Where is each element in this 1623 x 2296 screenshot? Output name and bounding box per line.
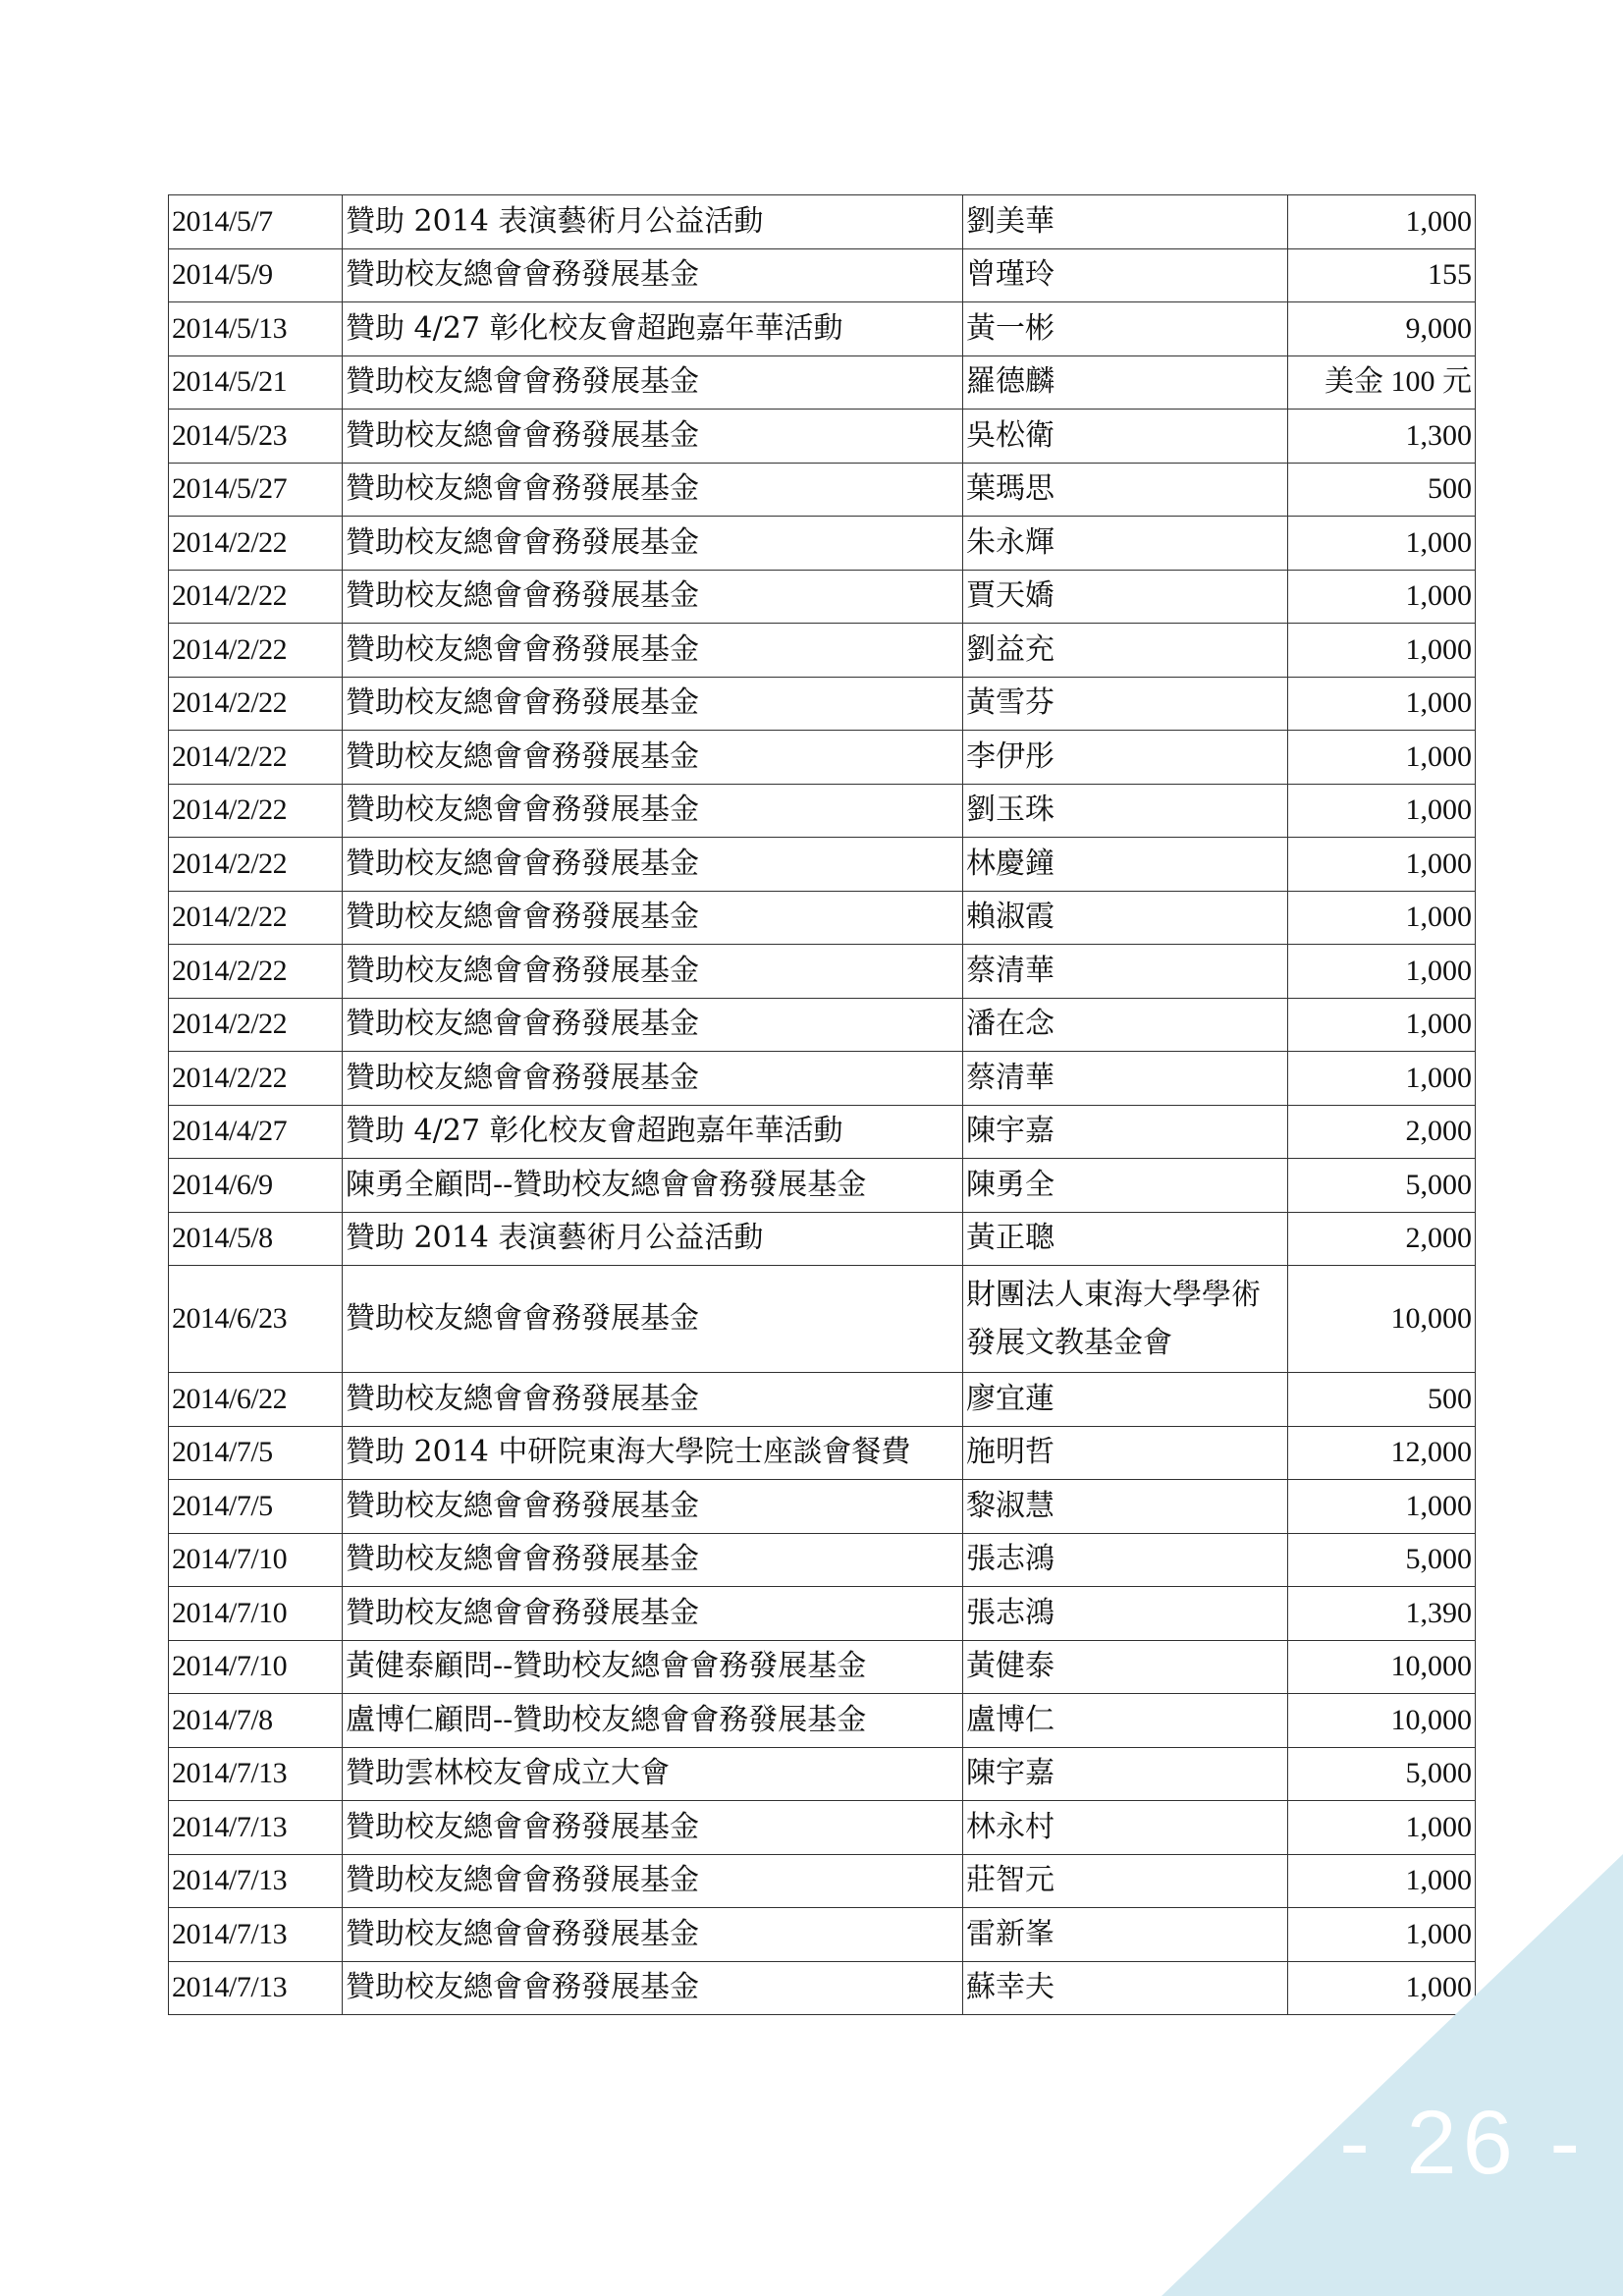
donor-cell: 賴淑霞 bbox=[963, 891, 1288, 945]
amount-cell: 1,000 bbox=[1288, 1052, 1476, 1106]
amount-cell: 1,300 bbox=[1288, 410, 1476, 464]
amount-cell: 2,000 bbox=[1288, 1212, 1476, 1266]
table-row bbox=[169, 1694, 1476, 1748]
purpose-cell: 贊助校友總會會務發展基金 bbox=[343, 838, 963, 892]
table-row bbox=[169, 302, 1476, 356]
donor-cell: 廖宜蓮 bbox=[963, 1373, 1288, 1427]
amount-cell: 1,000 bbox=[1288, 1854, 1476, 1908]
table-row bbox=[169, 1373, 1476, 1427]
donation-table-body bbox=[169, 195, 1476, 2015]
corner-decoration bbox=[1162, 1854, 1623, 2296]
table-row bbox=[169, 891, 1476, 945]
amount-cell: 2,000 bbox=[1288, 1105, 1476, 1159]
date-cell: 2014/5/21 bbox=[169, 355, 343, 410]
purpose-cell: 盧博仁顧問--贊助校友總會會務發展基金 bbox=[343, 1694, 963, 1748]
purpose-cell: 贊助 2014 中研院東海大學院士座談會餐費 bbox=[343, 1426, 963, 1480]
purpose-cell: 贊助 2014 表演藝術月公益活動 bbox=[343, 1212, 963, 1266]
donor-cell: 黃一彬 bbox=[963, 302, 1288, 356]
date-cell: 2014/5/23 bbox=[169, 410, 343, 464]
date-cell: 2014/2/22 bbox=[169, 731, 343, 785]
purpose-cell: 贊助校友總會會務發展基金 bbox=[343, 1854, 963, 1908]
date-cell: 2014/6/22 bbox=[169, 1373, 343, 1427]
date-cell: 2014/5/13 bbox=[169, 302, 343, 356]
purpose-cell: 黃健泰顧問--贊助校友總會會務發展基金 bbox=[343, 1640, 963, 1694]
purpose-cell: 贊助校友總會會務發展基金 bbox=[343, 1533, 963, 1587]
donor-cell: 黃健泰 bbox=[963, 1640, 1288, 1694]
amount-cell: 10,000 bbox=[1288, 1640, 1476, 1694]
date-cell: 2014/6/9 bbox=[169, 1159, 343, 1213]
table-row bbox=[169, 838, 1476, 892]
amount-cell: 1,000 bbox=[1288, 891, 1476, 945]
purpose-cell: 贊助校友總會會務發展基金 bbox=[343, 463, 963, 517]
amount-cell: 500 bbox=[1288, 463, 1476, 517]
donor-cell: 陳宇嘉 bbox=[963, 1105, 1288, 1159]
amount-cell: 1,390 bbox=[1288, 1587, 1476, 1641]
donor-cell: 施明哲 bbox=[963, 1426, 1288, 1480]
purpose-cell: 贊助校友總會會務發展基金 bbox=[343, 1052, 963, 1106]
amount-cell: 155 bbox=[1288, 248, 1476, 302]
table-row bbox=[169, 945, 1476, 999]
date-cell: 2014/7/10 bbox=[169, 1587, 343, 1641]
purpose-cell: 贊助校友總會會務發展基金 bbox=[343, 891, 963, 945]
table-row bbox=[169, 1052, 1476, 1106]
table-row bbox=[169, 248, 1476, 302]
date-cell: 2014/7/13 bbox=[169, 1747, 343, 1801]
amount-cell: 美金 100 元 bbox=[1288, 355, 1476, 410]
amount-cell: 1,000 bbox=[1288, 677, 1476, 731]
table-row bbox=[169, 463, 1476, 517]
donor-cell: 莊智元 bbox=[963, 1854, 1288, 1908]
table-row bbox=[169, 355, 1476, 410]
donor-cell: 黎淑慧 bbox=[963, 1480, 1288, 1534]
date-cell: 2014/7/8 bbox=[169, 1694, 343, 1748]
donor-cell: 財團法人東海大學學術發展文教基金會 bbox=[963, 1266, 1288, 1373]
date-cell: 2014/2/22 bbox=[169, 945, 343, 999]
purpose-cell: 贊助校友總會會務發展基金 bbox=[343, 1373, 963, 1427]
donor-cell: 羅德麟 bbox=[963, 355, 1288, 410]
amount-cell: 9,000 bbox=[1288, 302, 1476, 356]
donor-cell: 曾瑾玲 bbox=[963, 248, 1288, 302]
donor-cell: 林慶鐘 bbox=[963, 838, 1288, 892]
date-cell: 2014/7/13 bbox=[169, 1854, 343, 1908]
donor-cell: 陳宇嘉 bbox=[963, 1747, 1288, 1801]
table-row bbox=[169, 1747, 1476, 1801]
amount-cell: 10,000 bbox=[1288, 1266, 1476, 1373]
table-row bbox=[169, 1266, 1476, 1373]
donor-cell: 蔡清華 bbox=[963, 945, 1288, 999]
amount-cell: 5,000 bbox=[1288, 1159, 1476, 1213]
amount-cell: 1,000 bbox=[1288, 998, 1476, 1052]
donor-cell: 潘在念 bbox=[963, 998, 1288, 1052]
table-row bbox=[169, 1640, 1476, 1694]
purpose-cell: 贊助校友總會會務發展基金 bbox=[343, 1801, 963, 1855]
amount-cell: 1,000 bbox=[1288, 1961, 1476, 2015]
donor-cell: 朱永輝 bbox=[963, 517, 1288, 571]
purpose-cell: 贊助 2014 表演藝術月公益活動 bbox=[343, 195, 963, 249]
purpose-cell: 贊助校友總會會務發展基金 bbox=[343, 677, 963, 731]
table-row bbox=[169, 1426, 1476, 1480]
donor-cell: 張志鴻 bbox=[963, 1587, 1288, 1641]
date-cell: 2014/7/13 bbox=[169, 1801, 343, 1855]
date-cell: 2014/6/23 bbox=[169, 1266, 343, 1373]
table-row bbox=[169, 1587, 1476, 1641]
table-row bbox=[169, 410, 1476, 464]
purpose-cell: 贊助校友總會會務發展基金 bbox=[343, 410, 963, 464]
date-cell: 2014/7/5 bbox=[169, 1426, 343, 1480]
date-cell: 2014/2/22 bbox=[169, 1052, 343, 1106]
date-cell: 2014/2/22 bbox=[169, 677, 343, 731]
donor-cell: 張志鴻 bbox=[963, 1533, 1288, 1587]
table-row bbox=[169, 1801, 1476, 1855]
donor-cell: 蘇幸夫 bbox=[963, 1961, 1288, 2015]
amount-cell: 1,000 bbox=[1288, 1801, 1476, 1855]
purpose-cell: 贊助校友總會會務發展基金 bbox=[343, 945, 963, 999]
table-row bbox=[169, 1533, 1476, 1587]
amount-cell: 1,000 bbox=[1288, 624, 1476, 678]
donor-cell: 李伊彤 bbox=[963, 731, 1288, 785]
page-number: - 26 - bbox=[1339, 2093, 1586, 2193]
date-cell: 2014/5/27 bbox=[169, 463, 343, 517]
donor-cell: 黃正聰 bbox=[963, 1212, 1288, 1266]
amount-cell: 1,000 bbox=[1288, 945, 1476, 999]
donor-cell: 劉玉珠 bbox=[963, 784, 1288, 838]
table-row bbox=[169, 517, 1476, 571]
table-row bbox=[169, 1105, 1476, 1159]
donor-cell: 黃雪芬 bbox=[963, 677, 1288, 731]
table-row bbox=[169, 624, 1476, 678]
date-cell: 2014/2/22 bbox=[169, 891, 343, 945]
date-cell: 2014/2/22 bbox=[169, 784, 343, 838]
date-cell: 2014/2/22 bbox=[169, 517, 343, 571]
date-cell: 2014/5/9 bbox=[169, 248, 343, 302]
purpose-cell: 贊助校友總會會務發展基金 bbox=[343, 1266, 963, 1373]
amount-cell: 1,000 bbox=[1288, 731, 1476, 785]
table-row bbox=[169, 998, 1476, 1052]
purpose-cell: 贊助校友總會會務發展基金 bbox=[343, 570, 963, 624]
donor-cell: 賈天嬌 bbox=[963, 570, 1288, 624]
donation-table bbox=[168, 194, 1476, 2015]
purpose-cell: 贊助校友總會會務發展基金 bbox=[343, 355, 963, 410]
date-cell: 2014/2/22 bbox=[169, 998, 343, 1052]
date-cell: 2014/2/22 bbox=[169, 838, 343, 892]
amount-cell: 1,000 bbox=[1288, 195, 1476, 249]
purpose-cell: 贊助 4/27 彰化校友會超跑嘉年華活動 bbox=[343, 1105, 963, 1159]
amount-cell: 1,000 bbox=[1288, 1908, 1476, 1962]
table-row bbox=[169, 195, 1476, 249]
donor-cell: 林永村 bbox=[963, 1801, 1288, 1855]
amount-cell: 1,000 bbox=[1288, 838, 1476, 892]
purpose-cell: 贊助校友總會會務發展基金 bbox=[343, 784, 963, 838]
amount-cell: 5,000 bbox=[1288, 1533, 1476, 1587]
purpose-cell: 贊助校友總會會務發展基金 bbox=[343, 731, 963, 785]
table-row bbox=[169, 731, 1476, 785]
amount-cell: 1,000 bbox=[1288, 517, 1476, 571]
amount-cell: 5,000 bbox=[1288, 1747, 1476, 1801]
table-row bbox=[169, 1159, 1476, 1213]
table-row bbox=[169, 1212, 1476, 1266]
donor-cell: 劉美華 bbox=[963, 195, 1288, 249]
purpose-cell: 贊助 4/27 彰化校友會超跑嘉年華活動 bbox=[343, 302, 963, 356]
purpose-cell: 贊助校友總會會務發展基金 bbox=[343, 998, 963, 1052]
amount-cell: 10,000 bbox=[1288, 1694, 1476, 1748]
donor-cell: 葉瑪思 bbox=[963, 463, 1288, 517]
purpose-cell: 贊助校友總會會務發展基金 bbox=[343, 248, 963, 302]
table-row bbox=[169, 677, 1476, 731]
date-cell: 2014/2/22 bbox=[169, 624, 343, 678]
date-cell: 2014/7/10 bbox=[169, 1640, 343, 1694]
purpose-cell: 贊助校友總會會務發展基金 bbox=[343, 1961, 963, 2015]
purpose-cell: 贊助校友總會會務發展基金 bbox=[343, 1908, 963, 1962]
donor-cell: 陳勇全 bbox=[963, 1159, 1288, 1213]
date-cell: 2014/7/10 bbox=[169, 1533, 343, 1587]
table-row bbox=[169, 784, 1476, 838]
date-cell: 2014/5/8 bbox=[169, 1212, 343, 1266]
donor-cell: 盧博仁 bbox=[963, 1694, 1288, 1748]
date-cell: 2014/2/22 bbox=[169, 570, 343, 624]
amount-cell: 1,000 bbox=[1288, 570, 1476, 624]
date-cell: 2014/7/13 bbox=[169, 1961, 343, 2015]
amount-cell: 500 bbox=[1288, 1373, 1476, 1427]
purpose-cell: 贊助校友總會會務發展基金 bbox=[343, 517, 963, 571]
amount-cell: 1,000 bbox=[1288, 784, 1476, 838]
amount-cell: 12,000 bbox=[1288, 1426, 1476, 1480]
table-row bbox=[169, 1480, 1476, 1534]
donor-cell: 蔡清華 bbox=[963, 1052, 1288, 1106]
donor-cell: 雷新峯 bbox=[963, 1908, 1288, 1962]
amount-cell: 1,000 bbox=[1288, 1480, 1476, 1534]
purpose-cell: 贊助雲林校友會成立大會 bbox=[343, 1747, 963, 1801]
purpose-cell: 陳勇全顧問--贊助校友總會會務發展基金 bbox=[343, 1159, 963, 1213]
date-cell: 2014/5/7 bbox=[169, 195, 343, 249]
date-cell: 2014/7/13 bbox=[169, 1908, 343, 1962]
date-cell: 2014/4/27 bbox=[169, 1105, 343, 1159]
purpose-cell: 贊助校友總會會務發展基金 bbox=[343, 1480, 963, 1534]
purpose-cell: 贊助校友總會會務發展基金 bbox=[343, 1587, 963, 1641]
donor-cell: 吳松衛 bbox=[963, 410, 1288, 464]
donor-cell: 劉益充 bbox=[963, 624, 1288, 678]
table-row bbox=[169, 570, 1476, 624]
purpose-cell: 贊助校友總會會務發展基金 bbox=[343, 624, 963, 678]
date-cell: 2014/7/5 bbox=[169, 1480, 343, 1534]
